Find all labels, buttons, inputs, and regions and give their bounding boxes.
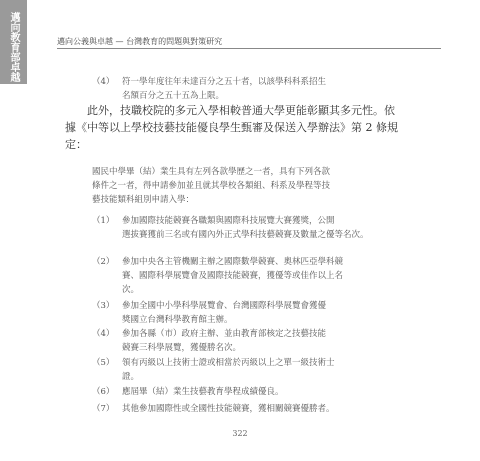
item-number: （4） xyxy=(92,329,115,339)
item-line: 名額百分之五十五為上限。 xyxy=(122,91,225,101)
item-line: 參加各縣（市）政府主辦、並由教育部核定之技藝技能 xyxy=(122,329,327,339)
list-item xyxy=(92,299,437,329)
quote-line: 藝技能類科組別申請入學： xyxy=(92,195,195,205)
item-number: （3） xyxy=(92,301,115,311)
paragraph-line: 定： xyxy=(65,138,87,151)
paragraph-line: 此外，技職校院的多元入學相較普通大學更能彰顯其多元性。依 xyxy=(87,104,395,117)
header-rule xyxy=(57,48,441,49)
list-item xyxy=(92,214,437,244)
side-tab-label: 邁向教育部卓越 xyxy=(8,12,19,82)
running-header: 邁向公義與卓越 — 台灣教育的問題與對策研究 xyxy=(57,37,223,46)
item-number: （6） xyxy=(92,387,115,397)
intro-item xyxy=(92,75,437,105)
page-number: 322 xyxy=(232,429,248,438)
item-line: 次。 xyxy=(122,285,140,295)
item-number: （7） xyxy=(92,404,115,414)
quote-line: 國民中學畢（結）業生具有左列各款學歷之一者，具有下列各款 xyxy=(92,167,331,177)
list-item xyxy=(92,356,437,386)
item-number: （4） xyxy=(92,77,115,87)
list-item xyxy=(92,385,437,401)
item-line: 參加中央各主管機關主辦之國際數學競賽、奧林匹亞學科競 xyxy=(122,257,344,267)
list-item xyxy=(92,255,437,299)
list-item xyxy=(92,402,437,418)
item-line: 選拔賽獲前三名或有國內外正式學科技藝競賽及數量之優等名次。 xyxy=(122,230,369,240)
quote-line: 條件之一者，得申請參加並且就其學校各類組、科系及學程等技 xyxy=(92,181,331,191)
item-line: 證。 xyxy=(122,372,140,382)
item-line: 其他參加國際性或全國性技能競賽，獲相關競賽優勝者。 xyxy=(122,404,335,414)
item-line: 獎國立台灣科學教育館主辦。 xyxy=(122,315,233,325)
item-number: （2） xyxy=(92,257,115,267)
item-line: 參加全國中小學科學展覽會、台灣國際科學展覽會獲優 xyxy=(122,301,327,311)
item-number: （5） xyxy=(92,358,115,368)
item-line: 領有丙級以上技術士證或相當於丙級以上之單一級技術士 xyxy=(122,358,335,368)
item-line: 應屆畢（結）業生技藝教育學程成績優良。 xyxy=(122,387,284,397)
body-paragraph xyxy=(65,102,445,153)
item-line: 競賽三科學展覽，獲優勝名次。 xyxy=(122,343,242,353)
item-line: 參加國際技能競賽各職類與國際科技展覽大賽獲獎，公開 xyxy=(122,216,335,226)
item-number: （1） xyxy=(92,216,115,226)
item-line: 符一學年度往年未達百分之五十者，以該學科科系招生 xyxy=(122,77,327,87)
chapter-side-tab xyxy=(0,0,27,84)
item-line: 賽、國際科學展覽會及國際技能競賽，獲優等或佳作以上名 xyxy=(122,271,344,281)
paragraph-line: 據《中等以上學校技藝技能優良學生甄審及保送入學辦法》第 2 條規 xyxy=(65,121,398,134)
list-item xyxy=(92,327,437,357)
quoted-article xyxy=(92,165,437,207)
